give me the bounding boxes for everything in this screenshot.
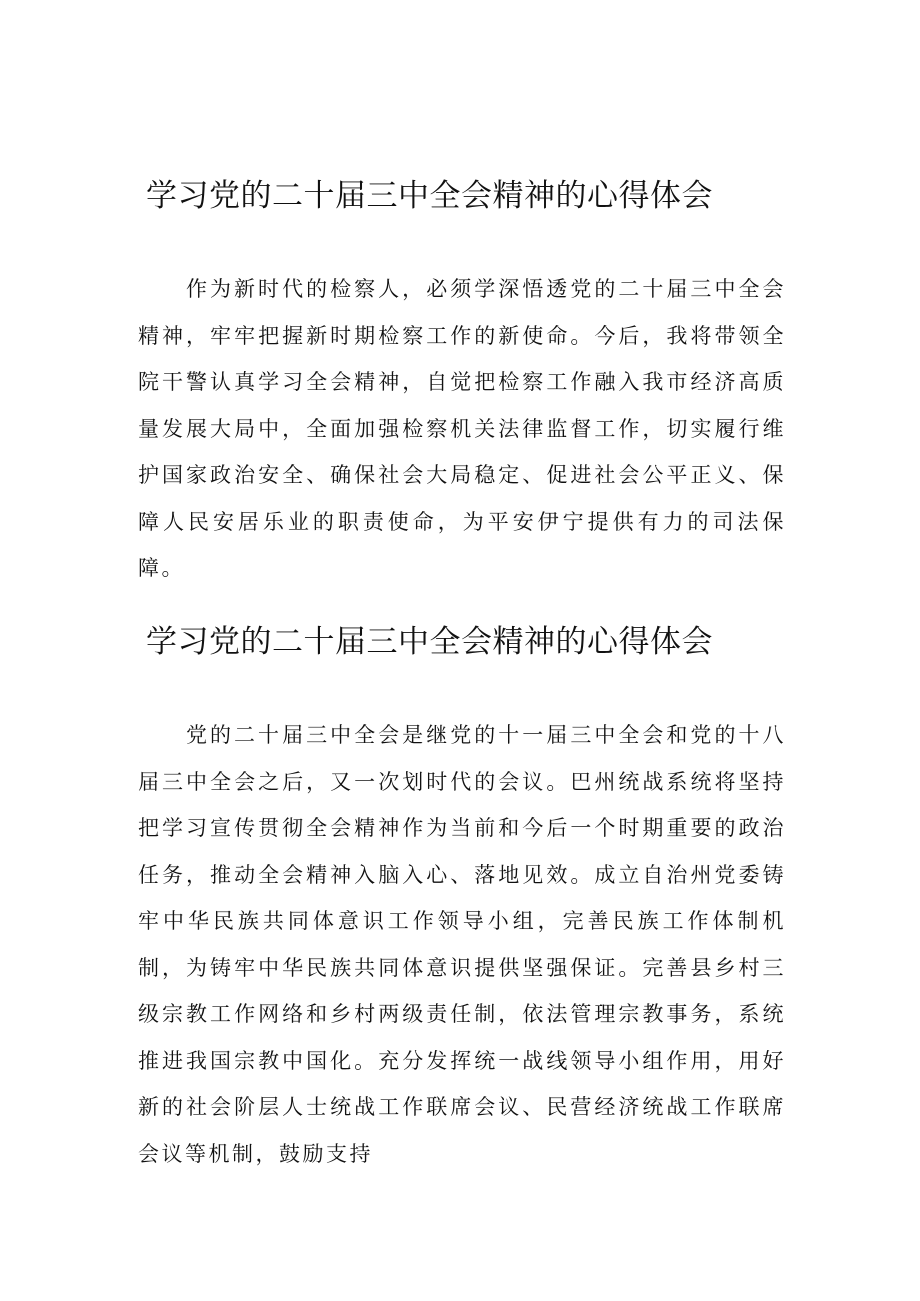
section-1-paragraph: 作为新时代的检察人，必须学深悟透党的二十届三中全会精神，牢牢把握新时期检察工作的新使命。今后，我将带领全院干警认真学习全会精神，自觉把检察工作融入我市经济高质量发展大局中，全面加强检察机关法律监督工作，切实履行维护国家政治安全、确保社会大局稳定、促进社会公平正义、保障人民安居乐业的职责使命，为平安伊宁提供有力的司法保障。: [138, 277, 786, 580]
section-2-paragraph: 党的二十届三中全会是继党的十一届三中全会和党的十八届三中全会之后，又一次划时代的会议。巴州统战系统将坚持把学习宣传贯彻全会精神作为当前和今后一个时期重要的政治任务，推动全会精神入脑入心、落地见效。成立自治州党委铸牢中华民族共同体意识工作领导小组，完善民族工作体制机制，为铸牢中华民族共同体意识提供坚强保证。完善县乡村三级宗教工作网络和乡村两级责任制，依法管理宗教事务，系统推进我国宗教中国化。充分发挥统一战线领导小组作用，用好新的社会阶层人士统战工作联席会议、民营经济统战工作联席会议等机制，鼓励支持: [138, 723, 786, 1166]
section-1-title: 学习党的二十届三中全会精神的心得体会: [146, 178, 713, 214]
section-2-title: 学习党的二十届三中全会精神的心得体会: [146, 624, 713, 660]
